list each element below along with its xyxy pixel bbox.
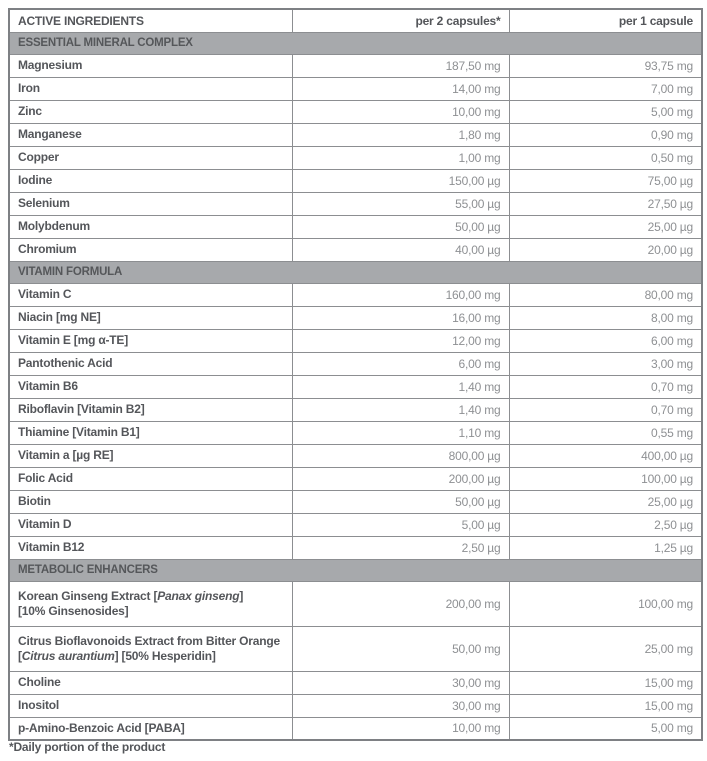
ingredient-row: [9, 238, 702, 261]
per-2-capsules-value: 5,00 µg: [292, 513, 509, 536]
per-2-capsules-value: 50,00 µg: [292, 215, 509, 238]
ingredient-row: [9, 490, 702, 513]
ingredient-name: Pantothenic Acid: [9, 352, 292, 375]
ingredient-row: [9, 215, 702, 238]
per-1-capsule-value: 25,00 µg: [509, 215, 702, 238]
section-header-row: [9, 32, 702, 54]
per-1-capsule-value: 15,00 mg: [509, 694, 702, 717]
ingredient-name: Vitamin D: [9, 513, 292, 536]
ingredient-name: p-Amino-Benzoic Acid [PABA]: [9, 717, 292, 740]
section-header-row: [9, 261, 702, 283]
per-2-capsules-value: 10,00 mg: [292, 717, 509, 740]
ingredient-name: Niacin [mg NE]: [9, 306, 292, 329]
per-2-capsules-value: 200,00 µg: [292, 467, 509, 490]
per-2-capsules-value: 14,00 mg: [292, 77, 509, 100]
per-2-capsules-value: 1,00 mg: [292, 146, 509, 169]
ingredient-name: Manganese: [9, 123, 292, 146]
per-2-capsules-value: 50,00 mg: [292, 626, 509, 671]
per-2-capsules-value: 40,00 µg: [292, 238, 509, 261]
ingredient-row: [9, 671, 702, 694]
per-2-capsules-value: 6,00 mg: [292, 352, 509, 375]
ingredient-name: Korean Ginseng Extract [Panax ginseng] [10% Ginsenosides]: [9, 581, 292, 626]
per-1-capsule-value: 400,00 µg: [509, 444, 702, 467]
section-title: METABOLIC ENHANCERS: [9, 559, 702, 581]
ingredient-row: [9, 444, 702, 467]
ingredient-row: [9, 421, 702, 444]
per-2-capsules-value: 10,00 mg: [292, 100, 509, 123]
header-per-2-capsules: per 2 capsules*: [292, 9, 509, 32]
per-1-capsule-value: 25,00 µg: [509, 490, 702, 513]
ingredient-name: Chromium: [9, 238, 292, 261]
per-1-capsule-value: 27,50 µg: [509, 192, 702, 215]
per-2-capsules-value: 160,00 mg: [292, 283, 509, 306]
ingredient-row: [9, 329, 702, 352]
per-1-capsule-value: 100,00 µg: [509, 467, 702, 490]
per-2-capsules-value: 1,10 mg: [292, 421, 509, 444]
per-1-capsule-value: 5,00 mg: [509, 717, 702, 740]
header-active-ingredients: ACTIVE INGREDIENTS: [9, 9, 292, 32]
per-2-capsules-value: 800,00 µg: [292, 444, 509, 467]
ingredient-name: Biotin: [9, 490, 292, 513]
per-1-capsule-value: 0,50 mg: [509, 146, 702, 169]
ingredient-row: [9, 467, 702, 490]
per-1-capsule-value: 6,00 mg: [509, 329, 702, 352]
ingredient-row: [9, 192, 702, 215]
section-title: VITAMIN FORMULA: [9, 261, 702, 283]
per-1-capsule-value: 80,00 mg: [509, 283, 702, 306]
header-per-1-capsule: per 1 capsule: [509, 9, 702, 32]
ingredient-row: [9, 536, 702, 559]
ingredient-name: Riboflavin [Vitamin B2]: [9, 398, 292, 421]
ingredient-row: [9, 100, 702, 123]
per-2-capsules-value: 1,40 mg: [292, 398, 509, 421]
per-1-capsule-value: 0,70 mg: [509, 375, 702, 398]
section-header-row: [9, 559, 702, 581]
ingredient-row: [9, 398, 702, 421]
ingredient-row: [9, 581, 702, 626]
ingredient-name: Inositol: [9, 694, 292, 717]
ingredient-row: [9, 513, 702, 536]
per-2-capsules-value: 150,00 µg: [292, 169, 509, 192]
ingredient-name: Magnesium: [9, 54, 292, 77]
per-1-capsule-value: 2,50 µg: [509, 513, 702, 536]
per-2-capsules-value: 50,00 µg: [292, 490, 509, 513]
per-1-capsule-value: 0,70 mg: [509, 398, 702, 421]
ingredient-name: Citrus Bioflavonoids Extract from Bitter Orange [Citrus aurantium] [50% Hesperidin]: [9, 626, 292, 671]
per-1-capsule-value: 93,75 mg: [509, 54, 702, 77]
per-2-capsules-value: 187,50 mg: [292, 54, 509, 77]
per-2-capsules-value: 30,00 mg: [292, 671, 509, 694]
ingredient-row: [9, 306, 702, 329]
ingredient-name: Iodine: [9, 169, 292, 192]
per-2-capsules-value: 55,00 µg: [292, 192, 509, 215]
ingredient-name: Selenium: [9, 192, 292, 215]
per-1-capsule-value: 0,55 mg: [509, 421, 702, 444]
per-1-capsule-value: 15,00 mg: [509, 671, 702, 694]
ingredient-name: Molybdenum: [9, 215, 292, 238]
ingredient-name: Vitamin C: [9, 283, 292, 306]
ingredient-row: [9, 77, 702, 100]
per-2-capsules-value: 200,00 mg: [292, 581, 509, 626]
daily-portion-footnote: *Daily portion of the product: [9, 740, 166, 754]
per-1-capsule-value: 5,00 mg: [509, 100, 702, 123]
ingredient-row: [9, 717, 702, 740]
ingredient-name: Thiamine [Vitamin B1]: [9, 421, 292, 444]
ingredient-name: Choline: [9, 671, 292, 694]
ingredient-name: Copper: [9, 146, 292, 169]
per-1-capsule-value: 25,00 mg: [509, 626, 702, 671]
per-1-capsule-value: 3,00 mg: [509, 352, 702, 375]
per-1-capsule-value: 100,00 mg: [509, 581, 702, 626]
ingredient-name: Folic Acid: [9, 467, 292, 490]
ingredient-name: Vitamin B6: [9, 375, 292, 398]
ingredient-row: [9, 169, 702, 192]
ingredient-name: Iron: [9, 77, 292, 100]
per-1-capsule-value: 1,25 µg: [509, 536, 702, 559]
ingredient-row: [9, 626, 702, 671]
per-2-capsules-value: 30,00 mg: [292, 694, 509, 717]
per-2-capsules-value: 1,80 mg: [292, 123, 509, 146]
per-2-capsules-value: 12,00 mg: [292, 329, 509, 352]
active-ingredients-table: [8, 8, 703, 741]
per-1-capsule-value: 7,00 mg: [509, 77, 702, 100]
ingredient-row: [9, 352, 702, 375]
per-1-capsule-value: 20,00 µg: [509, 238, 702, 261]
ingredient-row: [9, 123, 702, 146]
ingredient-row: [9, 375, 702, 398]
per-1-capsule-value: 0,90 mg: [509, 123, 702, 146]
ingredient-name: Vitamin E [mg α-TE]: [9, 329, 292, 352]
per-2-capsules-value: 16,00 mg: [292, 306, 509, 329]
ingredient-row: [9, 694, 702, 717]
ingredient-name: Zinc: [9, 100, 292, 123]
ingredient-row: [9, 283, 702, 306]
section-title: ESSENTIAL MINERAL COMPLEX: [9, 32, 702, 54]
ingredient-row: [9, 54, 702, 77]
per-1-capsule-value: 75,00 µg: [509, 169, 702, 192]
table-header-row: [9, 9, 702, 32]
ingredient-name: Vitamin B12: [9, 536, 292, 559]
ingredient-name: Vitamin a [µg RE]: [9, 444, 292, 467]
ingredient-row: [9, 146, 702, 169]
per-2-capsules-value: 1,40 mg: [292, 375, 509, 398]
per-1-capsule-value: 8,00 mg: [509, 306, 702, 329]
per-2-capsules-value: 2,50 µg: [292, 536, 509, 559]
